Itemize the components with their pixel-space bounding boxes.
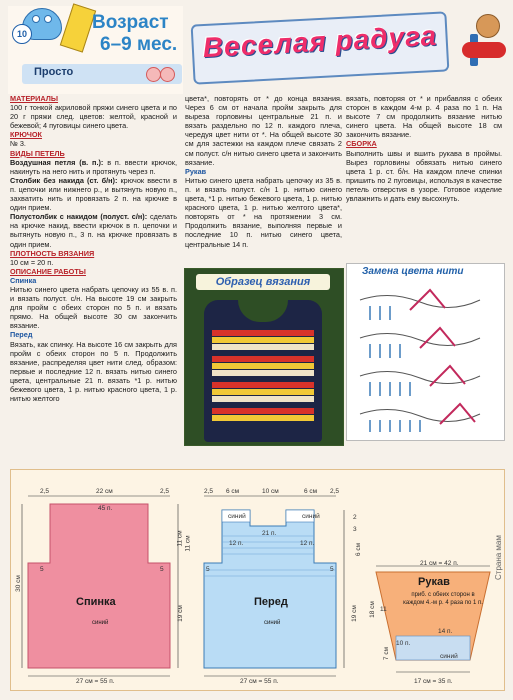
front-side-step: 5 (330, 566, 334, 573)
sleeve-text-cont: вязать, повторяя от * и прибавляя с обеих сторон в каждом 4-м р. 4 раза по 1 п. На высоте 7 см продолжить вязание нитью синего цвета. На общей высоте 18 см закончить вязание. (346, 94, 502, 140)
stripe-beige (212, 344, 314, 350)
front-top-margin: 2,5 (330, 488, 340, 495)
back-top-stitches: 45 п. (98, 505, 113, 512)
front-shoulder-stitches: 12 п. (229, 540, 244, 547)
back-side-step: 5 (40, 566, 44, 573)
back-height-armhole: 11 см (176, 530, 184, 547)
front-strap-height: 2 (353, 514, 357, 521)
front-height-body: 19 см (350, 605, 358, 622)
stripe-yellow (212, 363, 314, 369)
stripe-beige (212, 370, 314, 376)
sleeve-bottom-color: синий (440, 653, 458, 660)
page-title: Веселая радуга (202, 19, 438, 64)
stripe-yellow (212, 415, 314, 421)
age-range: 6–9 мес. (100, 34, 178, 55)
front-height-armhole: 11 см (184, 535, 192, 552)
section-heading: СБОРКА (346, 139, 377, 149)
back-top-width: 22 см (96, 488, 113, 495)
front-neck-depth: 6 см (355, 542, 363, 557)
stripe-yellow (212, 337, 314, 343)
sleeve-center-stitches: 14 п. (438, 628, 453, 635)
front-top-margin: 2,5 (204, 488, 214, 495)
back-name: Спинка (76, 596, 116, 608)
materials-text: 100 г тонкой акриловой пряжи синего цвета и по 20 г пряжи след. цветов: желтой, красной и бежевой; 4 пуговицы синего цвета. (10, 103, 177, 131)
subheading-sleeve: Рукав (185, 166, 207, 176)
back-height-total: 30 см (14, 575, 22, 592)
color-change-diagram (350, 280, 500, 436)
subheading-back: Спинка (10, 275, 37, 285)
stripe-red (212, 330, 314, 336)
front-text-cont: цвета*, повторять от * до конца вязания. Через 6 см от начала пройм закрыть для выреза горловины центральные 21 п. и вязать раздельно по 12 п. каждого плеча, чередуя цвет нити от *. На общей высоте 30 см для застежки на каждом плече связать 2 см полуст. с/н нитью синего цвета и закончить вязание. (185, 94, 342, 167)
front-neck-stitches: 21 п. (262, 530, 277, 537)
sleeve-height-lower: 7 см (383, 646, 391, 661)
stitch-name: Столбик без накида (ст. б/н): (10, 175, 118, 185)
sleeve-top-width: 21 см = 42 п. (420, 560, 459, 567)
stripe-red (212, 356, 314, 362)
front-text: Вязать, как спинку. На высоте 16 см закрыть для пройм с обеих сторон по 5 п. Продолжить вязание, распределяя цвет нити след. образом: первые и последние 12 п. вязать нитью синего цвета, центральные 21 п. вязать *1 р. нитью бежевого цвета, 1 р. нитью красного цвета, 1 р. нитью желтого (10, 339, 177, 404)
smiley-icon (146, 67, 161, 82)
stitch-name: Воздушная петля (в. п.): (10, 157, 104, 167)
front-shoulder-width: 6 см (304, 488, 318, 495)
age-label: Возраст (92, 12, 169, 33)
assembly-text: Выполнить швы и вшить рукава в проймы. Вырез горловины обвязать нитью синего цвета 1 р. ст. б/н. На каждом плече спинки пришить по 2 пуговицы, используя в качестве петель отверстия в узоре. Готовое изделие увлажнить и дать ему высохнуть. (346, 148, 502, 204)
sleeve-note: приб. с обеих сторон в каждом 4.-м р. 4 раза по 1 п. (403, 592, 483, 606)
page-number: 10 (12, 24, 32, 44)
stripe-beige (212, 396, 314, 402)
stitch-text: крючок ввести в п. цепочки или нижнего р., и вытянуть новую п., захватить нить и провязать 2 п. на крючке в один прием. (10, 175, 177, 213)
sleeve-height-upper: 11 (380, 606, 387, 613)
front-side-step: 5 (206, 566, 210, 573)
sleeve-height-total: 18 см (368, 601, 376, 618)
stripe-red (212, 408, 314, 414)
hook-text: № 3. (10, 139, 26, 149)
sleeve-text: Нитью синего цвета набрать цепочку из 35 в. п. и вязать полуст. с/н 1 р. нитью синего цвета, *1 р. нитью бежевого цвета, 1 р. нитью красного цвета, 1 р. нитью желтого цвета*, повторять от * на протяжении 3 см. Продолжить вязание, выполняя первые и последние 10 п. нитью синего цвета, центральные 14 п. (185, 175, 342, 249)
front-shoulder-width: 6 см (226, 488, 240, 495)
plane-icon (462, 42, 506, 58)
front-neck-width: 10 см (262, 488, 279, 495)
back-bottom-width: 27 см = 55 п. (76, 678, 115, 685)
stitch-text: в п. ввести крючок, накинуть на него нить и протянуть через п. (10, 157, 177, 176)
section-heading: МАТЕРИАЛЫ (10, 94, 59, 103)
section-heading: ВИДЫ ПЕТЕЛЬ (10, 148, 65, 158)
back-height-body: 19 см (176, 605, 184, 622)
sleeve-name: Рукав (418, 576, 450, 588)
front-shoulder-stitches: 12 п. (300, 540, 315, 547)
stitch-name: Полустолбик с накидом (полуст. с/н): (10, 212, 148, 222)
front-color-note: синий (264, 620, 281, 626)
front-yoke-color: синий (302, 513, 320, 520)
section-heading: ОПИСАНИЕ РАБОТЫ (10, 266, 86, 276)
sample-label: Образец вязания (196, 274, 330, 290)
back-text: Нитью синего цвета набрать цепочку из 55 в. п. и вязать полуст. с/н. На высоте 19 см закрыть для пройм с обеих сторон по 5 п. и вязать прямо. На общей высоте 30 см закончить вязание. (10, 284, 177, 331)
column-2 (185, 94, 342, 249)
section-heading: КРЮЧОК (10, 130, 43, 140)
density-text: 10 см = 20 п. (10, 257, 54, 267)
stitch-text: сделать на крючке накид, ввести крючок в п. цепочки и вытянуть новую п., 3 п. на крючке провязать в один прием. (10, 212, 177, 249)
sleeve-bottom-width: 17 см = 35 п. (414, 678, 453, 685)
pilot-icon (476, 14, 500, 38)
sleeve-side-stitches: 10 п. (396, 640, 411, 647)
back-top-margin: 2,5 (160, 488, 170, 495)
back-top-margin: 2,5 (40, 488, 50, 495)
subheading-front: Перед (10, 330, 33, 340)
back-side-step: 5 (160, 566, 164, 573)
stripe-red (212, 382, 314, 388)
color-change-title: Замена цвета нити (362, 266, 464, 277)
column-1 (10, 94, 177, 403)
stripe-yellow (212, 389, 314, 395)
front-pattern (198, 480, 363, 690)
back-color-note: синий (92, 620, 109, 626)
column-3 (346, 94, 502, 203)
watermark: Страна мам (494, 535, 503, 580)
front-name: Перед (254, 596, 288, 608)
front-shoulder-height: 3 (353, 526, 357, 533)
section-heading: ПЛОТНОСТЬ ВЯЗАНИЯ (10, 248, 95, 258)
front-yoke-color: синий (228, 513, 246, 520)
smiley-icon (160, 67, 175, 82)
front-bottom-width: 27 см = 55 п. (240, 678, 279, 685)
difficulty-label: Просто (34, 66, 74, 78)
